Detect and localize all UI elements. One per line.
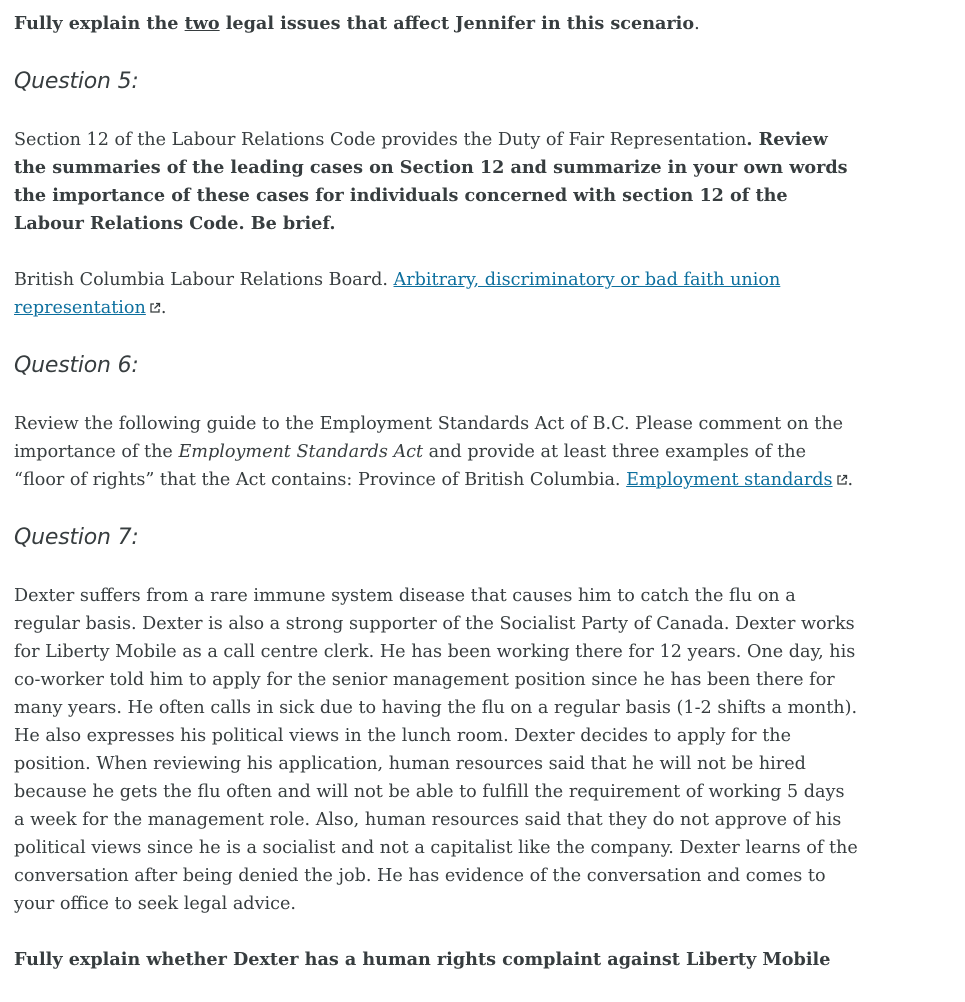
labour-board-link-text: Arbitrary, discriminatory or bad faith union representation: [14, 270, 781, 318]
external-link-icon: [836, 474, 848, 486]
intro-end: .: [694, 14, 700, 34]
employment-standards-link[interactable]: [626, 470, 832, 490]
question-7-prompt-text: Fully explain whether Dexter has a human rights complaint against Liberty Mobile: [14, 949, 831, 970]
intro-bold-suffix: legal issues that affect Jennifer in this scenario: [219, 13, 695, 34]
question-5-plain-text: Section 12 of the Labour Relations Code provides the Duty of Fair Representation: [14, 130, 747, 150]
question-7-scenario: Dexter suffers from a rare immune system disease that causes him to catch the flu on a regular basis. Dexter is also a strong supporter of the Socialist Party of Canada. Dexter works for Liberty Mobile as a call centre clerk. He has been working there for 12 years. One day, his co-worker told him to apply for the senior management position since he has been there for many years. He often calls in sick due to having the flu on a regular basis (1-2 shifts a month). He also expresses his political views in the lunch room. Dexter decides to apply for the position. When reviewing his application, human resources said that he will not be hired because he gets the flu often and will not be able to fulfill the requirement of working 5 days a week for the management role. Also, human resources said that they do not approve of his political views since he is a socialist and not a capitalist like the company. Dexter learns of the conversation after being denied the job. He has evidence of the conversation and comes to your office to seek legal advice.: [14, 586, 858, 914]
question-6-text-part-2: and provide at least three examples of the “floor of rights” that the Act contains: Province of British Columbia.: [14, 442, 806, 490]
intro-question-text: [14, 10, 859, 38]
question-7-heading: Question 7:: [14, 525, 139, 550]
employment-standards-link-text: Employment standards: [626, 470, 833, 490]
intro-bold-prefix: Fully explain the: [14, 13, 185, 34]
question-5-reference-end: .: [160, 298, 167, 318]
question-5-heading: Question 5:: [14, 69, 139, 94]
intro-underlined-word: two: [184, 13, 220, 34]
external-link-icon: [149, 302, 161, 314]
question-6-text-part-1: Review the following guide to the Employment Standards Act of B.C. Please comment on the importance of the: [14, 414, 844, 462]
question-7-prompt: [14, 946, 859, 974]
page-content: [14, 10, 859, 1002]
question-6-act-name: Employment Standards Act: [178, 442, 424, 462]
question-5-reference: [14, 266, 859, 322]
question-5-text: [14, 126, 859, 238]
question-6-heading: Question 6:: [14, 353, 139, 378]
question-5-reference-prefix: British Columbia Labour Relations Board.: [14, 270, 394, 290]
question-6-text: [14, 410, 859, 494]
question-5-bold-text: . Review the summaries of the leading cases on Section 12 and summarize in your own words the importance of these cases for individuals concerned with section 12 of the Labour Relations Code. Be brief.: [14, 129, 848, 234]
question-6-end: .: [847, 470, 854, 490]
